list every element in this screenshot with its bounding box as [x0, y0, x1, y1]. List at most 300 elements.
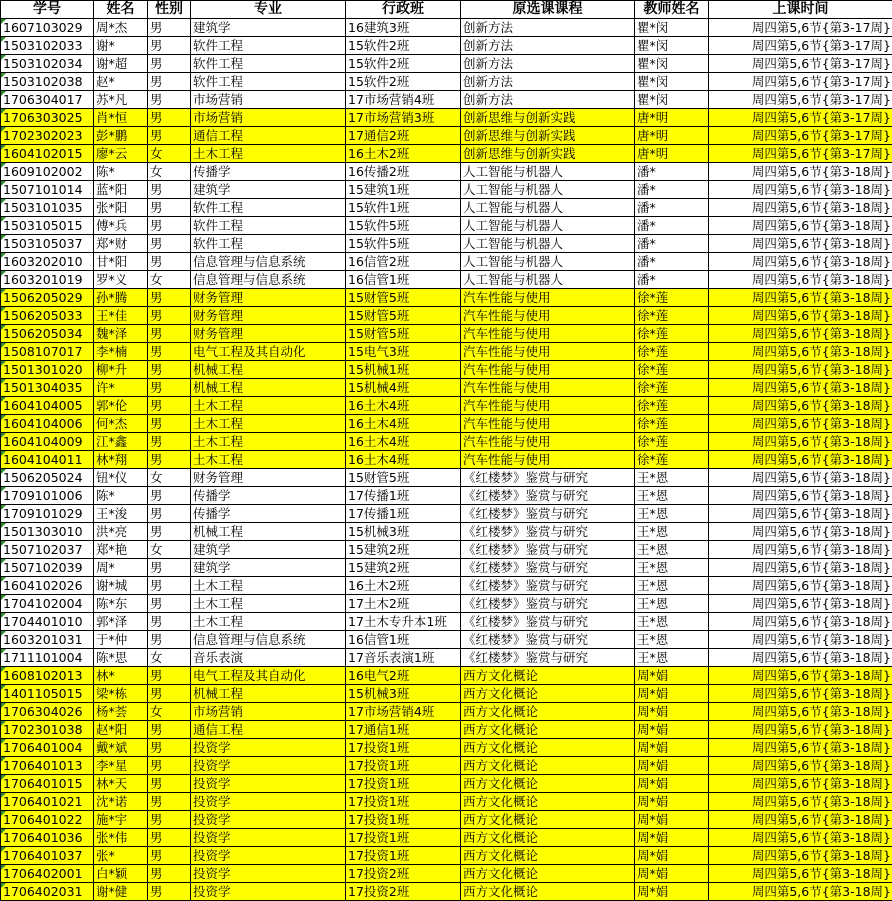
class-cell[interactable]: 15机械3班: [346, 685, 461, 703]
teacher-cell[interactable]: 唐*明: [635, 109, 709, 127]
course-cell[interactable]: 西方文化概论: [461, 865, 635, 883]
teacher-cell[interactable]: 潘*: [635, 181, 709, 199]
class-cell[interactable]: 15软件5班: [346, 217, 461, 235]
name-cell[interactable]: 张*阳: [94, 199, 148, 217]
gender-cell[interactable]: 男: [148, 613, 191, 631]
col-header-course[interactable]: 原选课课程: [461, 1, 635, 19]
major-cell[interactable]: 投资学: [191, 829, 346, 847]
student-id-cell[interactable]: 1706401013: [1, 757, 94, 775]
student-id-cell[interactable]: 1706303025: [1, 109, 94, 127]
class-cell[interactable]: 15软件2班: [346, 55, 461, 73]
student-id-cell[interactable]: 1603201031: [1, 631, 94, 649]
name-cell[interactable]: 钮*仪: [94, 469, 148, 487]
gender-cell[interactable]: 男: [148, 37, 191, 55]
teacher-cell[interactable]: 徐*莲: [635, 415, 709, 433]
class-cell[interactable]: 15财管5班: [346, 307, 461, 325]
student-id-cell[interactable]: 1608102013: [1, 667, 94, 685]
student-id-cell[interactable]: 1604104006: [1, 415, 94, 433]
time-cell[interactable]: 周四第5,6节{第3-17周}: [709, 91, 892, 109]
name-cell[interactable]: 肖*恒: [94, 109, 148, 127]
student-id-cell[interactable]: 1506205029: [1, 289, 94, 307]
major-cell[interactable]: 市场营销: [191, 109, 346, 127]
gender-cell[interactable]: 男: [148, 739, 191, 757]
time-cell[interactable]: 周四第5,6节{第3-18周}: [709, 595, 892, 613]
student-id-cell[interactable]: 1401105015: [1, 685, 94, 703]
name-cell[interactable]: 林*天: [94, 775, 148, 793]
col-header-time[interactable]: 上课时间: [709, 1, 892, 19]
time-cell[interactable]: 周四第5,6节{第3-18周}: [709, 883, 892, 901]
gender-cell[interactable]: 男: [148, 253, 191, 271]
major-cell[interactable]: 投资学: [191, 883, 346, 901]
course-cell[interactable]: 西方文化概论: [461, 847, 635, 865]
name-cell[interactable]: 蓝*阳: [94, 181, 148, 199]
class-cell[interactable]: 15电气3班: [346, 343, 461, 361]
time-cell[interactable]: 周四第5,6节{第3-18周}: [709, 847, 892, 865]
major-cell[interactable]: 土木工程: [191, 145, 346, 163]
name-cell[interactable]: 陈*: [94, 163, 148, 181]
teacher-cell[interactable]: 瞿*闵: [635, 19, 709, 37]
name-cell[interactable]: 王*浚: [94, 505, 148, 523]
gender-cell[interactable]: 男: [148, 55, 191, 73]
student-id-cell[interactable]: 1706304017: [1, 91, 94, 109]
major-cell[interactable]: 信息管理与信息系统: [191, 631, 346, 649]
student-id-cell[interactable]: 1706304026: [1, 703, 94, 721]
gender-cell[interactable]: 男: [148, 577, 191, 595]
student-id-cell[interactable]: 1506205034: [1, 325, 94, 343]
name-cell[interactable]: 陈*东: [94, 595, 148, 613]
major-cell[interactable]: 软件工程: [191, 37, 346, 55]
teacher-cell[interactable]: 瞿*闵: [635, 37, 709, 55]
class-cell[interactable]: 16建筑3班: [346, 19, 461, 37]
teacher-cell[interactable]: 徐*莲: [635, 451, 709, 469]
major-cell[interactable]: 电气工程及其自动化: [191, 343, 346, 361]
teacher-cell[interactable]: 王*恩: [635, 649, 709, 667]
time-cell[interactable]: 周四第5,6节{第3-18周}: [709, 811, 892, 829]
course-cell[interactable]: 汽车性能与使用: [461, 451, 635, 469]
course-cell[interactable]: 《红楼梦》鉴赏与研究: [461, 541, 635, 559]
student-id-cell[interactable]: 1507102039: [1, 559, 94, 577]
name-cell[interactable]: 谢*: [94, 37, 148, 55]
student-id-cell[interactable]: 1503105037: [1, 235, 94, 253]
class-cell[interactable]: 15建筑2班: [346, 559, 461, 577]
major-cell[interactable]: 土木工程: [191, 595, 346, 613]
teacher-cell[interactable]: 周*娟: [635, 703, 709, 721]
name-cell[interactable]: 甘*阳: [94, 253, 148, 271]
teacher-cell[interactable]: 周*娟: [635, 793, 709, 811]
class-cell[interactable]: 17市场营销3班: [346, 109, 461, 127]
time-cell[interactable]: 周四第5,6节{第3-18周}: [709, 559, 892, 577]
time-cell[interactable]: 周四第5,6节{第3-18周}: [709, 181, 892, 199]
student-id-cell[interactable]: 1711101004: [1, 649, 94, 667]
student-id-cell[interactable]: 1706401036: [1, 829, 94, 847]
class-cell[interactable]: 15软件5班: [346, 235, 461, 253]
course-cell[interactable]: 人工智能与机器人: [461, 253, 635, 271]
teacher-cell[interactable]: 徐*莲: [635, 307, 709, 325]
gender-cell[interactable]: 男: [148, 775, 191, 793]
class-cell[interactable]: 17音乐表演1班: [346, 649, 461, 667]
name-cell[interactable]: 王*佳: [94, 307, 148, 325]
time-cell[interactable]: 周四第5,6节{第3-18周}: [709, 271, 892, 289]
student-id-cell[interactable]: 1706401021: [1, 793, 94, 811]
student-id-cell[interactable]: 1609102002: [1, 163, 94, 181]
time-cell[interactable]: 周四第5,6节{第3-17周}: [709, 37, 892, 55]
gender-cell[interactable]: 男: [148, 289, 191, 307]
student-id-cell[interactable]: 1507101014: [1, 181, 94, 199]
time-cell[interactable]: 周四第5,6节{第3-17周}: [709, 55, 892, 73]
major-cell[interactable]: 财务管理: [191, 469, 346, 487]
student-id-cell[interactable]: 1503102038: [1, 73, 94, 91]
major-cell[interactable]: 机械工程: [191, 361, 346, 379]
gender-cell[interactable]: 男: [148, 811, 191, 829]
student-id-cell[interactable]: 1506205033: [1, 307, 94, 325]
time-cell[interactable]: 周四第5,6节{第3-18周}: [709, 649, 892, 667]
student-id-cell[interactable]: 1702301038: [1, 721, 94, 739]
major-cell[interactable]: 传播学: [191, 163, 346, 181]
class-cell[interactable]: 15机械3班: [346, 523, 461, 541]
time-cell[interactable]: 周四第5,6节{第3-17周}: [709, 73, 892, 91]
time-cell[interactable]: 周四第5,6节{第3-18周}: [709, 685, 892, 703]
student-id-cell[interactable]: 1603201019: [1, 271, 94, 289]
teacher-cell[interactable]: 徐*莲: [635, 361, 709, 379]
class-cell[interactable]: 17投资1班: [346, 757, 461, 775]
class-cell[interactable]: 17投资1班: [346, 739, 461, 757]
name-cell[interactable]: 于*仲: [94, 631, 148, 649]
name-cell[interactable]: 柳*升: [94, 361, 148, 379]
course-cell[interactable]: 人工智能与机器人: [461, 271, 635, 289]
class-cell[interactable]: 17传播1班: [346, 505, 461, 523]
name-cell[interactable]: 孙*腾: [94, 289, 148, 307]
gender-cell[interactable]: 男: [148, 199, 191, 217]
gender-cell[interactable]: 女: [148, 271, 191, 289]
name-cell[interactable]: 郭*泽: [94, 613, 148, 631]
major-cell[interactable]: 建筑学: [191, 559, 346, 577]
teacher-cell[interactable]: 瞿*闵: [635, 73, 709, 91]
teacher-cell[interactable]: 潘*: [635, 217, 709, 235]
major-cell[interactable]: 软件工程: [191, 235, 346, 253]
gender-cell[interactable]: 男: [148, 415, 191, 433]
class-cell[interactable]: 15机械4班: [346, 379, 461, 397]
class-cell[interactable]: 17投资1班: [346, 847, 461, 865]
major-cell[interactable]: 建筑学: [191, 181, 346, 199]
name-cell[interactable]: 许*: [94, 379, 148, 397]
teacher-cell[interactable]: 周*娟: [635, 829, 709, 847]
teacher-cell[interactable]: 潘*: [635, 253, 709, 271]
class-cell[interactable]: 17通信2班: [346, 127, 461, 145]
gender-cell[interactable]: 男: [148, 361, 191, 379]
teacher-cell[interactable]: 潘*: [635, 271, 709, 289]
col-header-name[interactable]: 姓名: [94, 1, 148, 19]
class-cell[interactable]: 17投资2班: [346, 883, 461, 901]
time-cell[interactable]: 周四第5,6节{第3-18周}: [709, 469, 892, 487]
name-cell[interactable]: 林*: [94, 667, 148, 685]
gender-cell[interactable]: 男: [148, 487, 191, 505]
name-cell[interactable]: 谢*健: [94, 883, 148, 901]
class-cell[interactable]: 16信管1班: [346, 271, 461, 289]
course-cell[interactable]: 西方文化概论: [461, 757, 635, 775]
gender-cell[interactable]: 男: [148, 343, 191, 361]
course-cell[interactable]: 人工智能与机器人: [461, 181, 635, 199]
course-cell[interactable]: 汽车性能与使用: [461, 307, 635, 325]
name-cell[interactable]: 李*星: [94, 757, 148, 775]
student-id-cell[interactable]: 1507102037: [1, 541, 94, 559]
gender-cell[interactable]: 男: [148, 235, 191, 253]
major-cell[interactable]: 投资学: [191, 757, 346, 775]
time-cell[interactable]: 周四第5,6节{第3-18周}: [709, 505, 892, 523]
col-header-major[interactable]: 专业: [191, 1, 346, 19]
teacher-cell[interactable]: 唐*明: [635, 127, 709, 145]
time-cell[interactable]: 周四第5,6节{第3-18周}: [709, 703, 892, 721]
student-id-cell[interactable]: 1706401037: [1, 847, 94, 865]
major-cell[interactable]: 投资学: [191, 847, 346, 865]
time-cell[interactable]: 周四第5,6节{第3-18周}: [709, 451, 892, 469]
teacher-cell[interactable]: 徐*莲: [635, 325, 709, 343]
course-cell[interactable]: 《红楼梦》鉴赏与研究: [461, 487, 635, 505]
student-id-cell[interactable]: 1706401015: [1, 775, 94, 793]
time-cell[interactable]: 周四第5,6节{第3-18周}: [709, 361, 892, 379]
time-cell[interactable]: 周四第5,6节{第3-18周}: [709, 613, 892, 631]
time-cell[interactable]: 周四第5,6节{第3-18周}: [709, 163, 892, 181]
gender-cell[interactable]: 男: [148, 325, 191, 343]
major-cell[interactable]: 投资学: [191, 865, 346, 883]
name-cell[interactable]: 李*楠: [94, 343, 148, 361]
student-id-cell[interactable]: 1607103029: [1, 19, 94, 37]
name-cell[interactable]: 郭*伦: [94, 397, 148, 415]
student-id-cell[interactable]: 1604104005: [1, 397, 94, 415]
class-cell[interactable]: 17投资1班: [346, 829, 461, 847]
teacher-cell[interactable]: 周*娟: [635, 775, 709, 793]
student-id-cell[interactable]: 1508107017: [1, 343, 94, 361]
student-id-cell[interactable]: 1706402001: [1, 865, 94, 883]
name-cell[interactable]: 沈*诺: [94, 793, 148, 811]
teacher-cell[interactable]: 潘*: [635, 235, 709, 253]
major-cell[interactable]: 投资学: [191, 793, 346, 811]
gender-cell[interactable]: 男: [148, 847, 191, 865]
name-cell[interactable]: 魏*泽: [94, 325, 148, 343]
gender-cell[interactable]: 男: [148, 397, 191, 415]
class-cell[interactable]: 17投资1班: [346, 793, 461, 811]
gender-cell[interactable]: 男: [148, 451, 191, 469]
student-id-cell[interactable]: 1604104009: [1, 433, 94, 451]
course-cell[interactable]: 汽车性能与使用: [461, 397, 635, 415]
class-cell[interactable]: 17投资2班: [346, 865, 461, 883]
student-id-cell[interactable]: 1506205024: [1, 469, 94, 487]
teacher-cell[interactable]: 周*娟: [635, 865, 709, 883]
major-cell[interactable]: 建筑学: [191, 19, 346, 37]
course-cell[interactable]: 汽车性能与使用: [461, 415, 635, 433]
gender-cell[interactable]: 男: [148, 685, 191, 703]
class-cell[interactable]: 16土木2班: [346, 145, 461, 163]
student-id-cell[interactable]: 1704401010: [1, 613, 94, 631]
student-id-cell[interactable]: 1706401004: [1, 739, 94, 757]
time-cell[interactable]: 周四第5,6节{第3-18周}: [709, 577, 892, 595]
name-cell[interactable]: 梁*栋: [94, 685, 148, 703]
course-cell[interactable]: 创新方法: [461, 37, 635, 55]
gender-cell[interactable]: 男: [148, 883, 191, 901]
student-id-cell[interactable]: 1603202010: [1, 253, 94, 271]
time-cell[interactable]: 周四第5,6节{第3-18周}: [709, 325, 892, 343]
major-cell[interactable]: 音乐表演: [191, 649, 346, 667]
major-cell[interactable]: 土木工程: [191, 613, 346, 631]
course-cell[interactable]: 西方文化概论: [461, 775, 635, 793]
course-cell[interactable]: 汽车性能与使用: [461, 433, 635, 451]
name-cell[interactable]: 周*: [94, 559, 148, 577]
course-cell[interactable]: 《红楼梦》鉴赏与研究: [461, 595, 635, 613]
course-cell[interactable]: 西方文化概论: [461, 739, 635, 757]
course-cell[interactable]: 创新思维与创新实践: [461, 145, 635, 163]
class-cell[interactable]: 16土木4班: [346, 451, 461, 469]
class-cell[interactable]: 17通信1班: [346, 721, 461, 739]
course-cell[interactable]: 西方文化概论: [461, 883, 635, 901]
gender-cell[interactable]: 男: [148, 433, 191, 451]
time-cell[interactable]: 周四第5,6节{第3-18周}: [709, 307, 892, 325]
gender-cell[interactable]: 女: [148, 541, 191, 559]
name-cell[interactable]: 施*宇: [94, 811, 148, 829]
name-cell[interactable]: 赵*阳: [94, 721, 148, 739]
major-cell[interactable]: 通信工程: [191, 721, 346, 739]
teacher-cell[interactable]: 徐*莲: [635, 379, 709, 397]
teacher-cell[interactable]: 徐*莲: [635, 433, 709, 451]
major-cell[interactable]: 市场营销: [191, 91, 346, 109]
col-header-class[interactable]: 行政班: [346, 1, 461, 19]
gender-cell[interactable]: 男: [148, 181, 191, 199]
course-cell[interactable]: 西方文化概论: [461, 703, 635, 721]
gender-cell[interactable]: 男: [148, 667, 191, 685]
class-cell[interactable]: 16信管2班: [346, 253, 461, 271]
time-cell[interactable]: 周四第5,6节{第3-18周}: [709, 739, 892, 757]
name-cell[interactable]: 周*杰: [94, 19, 148, 37]
teacher-cell[interactable]: 王*恩: [635, 631, 709, 649]
student-id-cell[interactable]: 1709101006: [1, 487, 94, 505]
time-cell[interactable]: 周四第5,6节{第3-17周}: [709, 145, 892, 163]
course-cell[interactable]: 创新方法: [461, 55, 635, 73]
class-cell[interactable]: 15机械1班: [346, 361, 461, 379]
teacher-cell[interactable]: 潘*: [635, 163, 709, 181]
name-cell[interactable]: 谢*城: [94, 577, 148, 595]
name-cell[interactable]: 陈*思: [94, 649, 148, 667]
class-cell[interactable]: 16土木4班: [346, 415, 461, 433]
name-cell[interactable]: 何*杰: [94, 415, 148, 433]
name-cell[interactable]: 廖*云: [94, 145, 148, 163]
gender-cell[interactable]: 女: [148, 469, 191, 487]
class-cell[interactable]: 16信管1班: [346, 631, 461, 649]
gender-cell[interactable]: 男: [148, 73, 191, 91]
course-cell[interactable]: 西方文化概论: [461, 721, 635, 739]
major-cell[interactable]: 财务管理: [191, 307, 346, 325]
course-cell[interactable]: 人工智能与机器人: [461, 235, 635, 253]
name-cell[interactable]: 谢*超: [94, 55, 148, 73]
time-cell[interactable]: 周四第5,6节{第3-18周}: [709, 379, 892, 397]
teacher-cell[interactable]: 王*恩: [635, 559, 709, 577]
class-cell[interactable]: 16电气2班: [346, 667, 461, 685]
course-cell[interactable]: 创新思维与创新实践: [461, 127, 635, 145]
course-cell[interactable]: 《红楼梦》鉴赏与研究: [461, 649, 635, 667]
class-cell[interactable]: 17投资1班: [346, 775, 461, 793]
course-cell[interactable]: 《红楼梦》鉴赏与研究: [461, 631, 635, 649]
major-cell[interactable]: 软件工程: [191, 217, 346, 235]
gender-cell[interactable]: 男: [148, 127, 191, 145]
gender-cell[interactable]: 女: [148, 145, 191, 163]
time-cell[interactable]: 周四第5,6节{第3-18周}: [709, 757, 892, 775]
teacher-cell[interactable]: 潘*: [635, 199, 709, 217]
class-cell[interactable]: 17投资1班: [346, 811, 461, 829]
course-cell[interactable]: 《红楼梦》鉴赏与研究: [461, 523, 635, 541]
time-cell[interactable]: 周四第5,6节{第3-18周}: [709, 487, 892, 505]
class-cell[interactable]: 17土木专升本1班: [346, 613, 461, 631]
course-cell[interactable]: 汽车性能与使用: [461, 343, 635, 361]
student-id-cell[interactable]: 1706402031: [1, 883, 94, 901]
col-header-student-id[interactable]: 学号: [1, 1, 94, 19]
student-id-cell[interactable]: 1503102034: [1, 55, 94, 73]
course-cell[interactable]: 汽车性能与使用: [461, 325, 635, 343]
teacher-cell[interactable]: 王*恩: [635, 595, 709, 613]
time-cell[interactable]: 周四第5,6节{第3-18周}: [709, 415, 892, 433]
gender-cell[interactable]: 男: [148, 91, 191, 109]
name-cell[interactable]: 郑*艳: [94, 541, 148, 559]
major-cell[interactable]: 软件工程: [191, 199, 346, 217]
course-cell[interactable]: 《红楼梦》鉴赏与研究: [461, 469, 635, 487]
class-cell[interactable]: 17市场营销4班: [346, 703, 461, 721]
name-cell[interactable]: 陈*: [94, 487, 148, 505]
gender-cell[interactable]: 男: [148, 865, 191, 883]
time-cell[interactable]: 周四第5,6节{第3-18周}: [709, 541, 892, 559]
teacher-cell[interactable]: 王*恩: [635, 577, 709, 595]
name-cell[interactable]: 赵*: [94, 73, 148, 91]
teacher-cell[interactable]: 王*恩: [635, 613, 709, 631]
name-cell[interactable]: 戴*斌: [94, 739, 148, 757]
class-cell[interactable]: 15软件2班: [346, 37, 461, 55]
teacher-cell[interactable]: 徐*莲: [635, 343, 709, 361]
course-cell[interactable]: 创新方法: [461, 19, 635, 37]
major-cell[interactable]: 财务管理: [191, 289, 346, 307]
major-cell[interactable]: 土木工程: [191, 577, 346, 595]
teacher-cell[interactable]: 周*娟: [635, 685, 709, 703]
gender-cell[interactable]: 男: [148, 109, 191, 127]
major-cell[interactable]: 软件工程: [191, 73, 346, 91]
major-cell[interactable]: 机械工程: [191, 523, 346, 541]
student-id-cell[interactable]: 1501303010: [1, 523, 94, 541]
time-cell[interactable]: 周四第5,6节{第3-17周}: [709, 127, 892, 145]
name-cell[interactable]: 苏*凡: [94, 91, 148, 109]
time-cell[interactable]: 周四第5,6节{第3-18周}: [709, 433, 892, 451]
major-cell[interactable]: 市场营销: [191, 703, 346, 721]
teacher-cell[interactable]: 徐*莲: [635, 397, 709, 415]
course-cell[interactable]: 西方文化概论: [461, 793, 635, 811]
major-cell[interactable]: 传播学: [191, 487, 346, 505]
time-cell[interactable]: 周四第5,6节{第3-18周}: [709, 523, 892, 541]
course-cell[interactable]: 汽车性能与使用: [461, 379, 635, 397]
time-cell[interactable]: 周四第5,6节{第3-18周}: [709, 199, 892, 217]
student-id-cell[interactable]: 1709101029: [1, 505, 94, 523]
course-cell[interactable]: 西方文化概论: [461, 667, 635, 685]
class-cell[interactable]: 17土木2班: [346, 595, 461, 613]
course-cell[interactable]: 汽车性能与使用: [461, 361, 635, 379]
name-cell[interactable]: 林*翔: [94, 451, 148, 469]
time-cell[interactable]: 周四第5,6节{第3-18周}: [709, 721, 892, 739]
gender-cell[interactable]: 男: [148, 757, 191, 775]
name-cell[interactable]: 白*颖: [94, 865, 148, 883]
teacher-cell[interactable]: 王*恩: [635, 541, 709, 559]
course-cell[interactable]: 《红楼梦》鉴赏与研究: [461, 559, 635, 577]
major-cell[interactable]: 投资学: [191, 739, 346, 757]
class-cell[interactable]: 15财管5班: [346, 289, 461, 307]
gender-cell[interactable]: 男: [148, 595, 191, 613]
major-cell[interactable]: 信息管理与信息系统: [191, 271, 346, 289]
name-cell[interactable]: 江*鑫: [94, 433, 148, 451]
student-id-cell[interactable]: 1704102004: [1, 595, 94, 613]
name-cell[interactable]: 彭*鹏: [94, 127, 148, 145]
gender-cell[interactable]: 男: [148, 631, 191, 649]
student-id-cell[interactable]: 1501304035: [1, 379, 94, 397]
